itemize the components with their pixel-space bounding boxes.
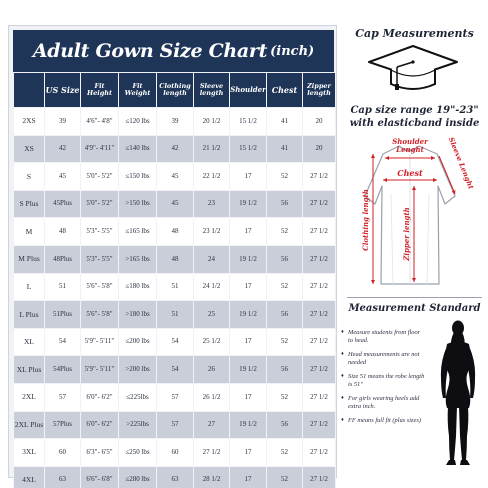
cell-us-size: 48 [45, 218, 80, 245]
cell-fit-height: 4'6"- 4'8" [81, 108, 118, 135]
chart-title-bar [13, 30, 334, 72]
cell-shoulder: 19 1/2 [230, 301, 266, 328]
cell-zipper-length: 27 1/2 [303, 218, 335, 245]
cell-fit-weight: ≤150 lbs [119, 163, 156, 190]
cell-fit-height: 6'3"- 6'5" [81, 439, 118, 466]
cell-clothing-length: 57 [157, 384, 193, 411]
zipper-length-label: Zipper length [402, 207, 411, 261]
cell-fit-height: 5'9"- 5'11" [81, 329, 118, 356]
cell-chest: 52 [267, 163, 302, 190]
table-header-row [14, 73, 335, 107]
cell-fit-weight: >180 lbs [119, 301, 156, 328]
cell-sleeve-length: 20 1/2 [194, 108, 229, 135]
cell-size-label: XS [14, 136, 44, 163]
cell-zipper-length: 20 [303, 136, 335, 163]
table-row [14, 301, 335, 328]
table-row [14, 163, 335, 190]
info-panel [341, 0, 488, 488]
cell-shoulder: 17 [230, 384, 266, 411]
cell-sleeve-length: 24 1/2 [194, 274, 229, 301]
cell-fit-height: 6'0"- 6'2" [81, 384, 118, 411]
cell-zipper-length: 27 1/2 [303, 191, 335, 218]
cell-us-size: 45 [45, 163, 80, 190]
cell-shoulder: 17 [230, 439, 266, 466]
chart-title-unit: (inch) [270, 43, 315, 59]
size-table [13, 72, 336, 488]
cell-fit-weight: ≤200 lbs [119, 329, 156, 356]
cell-sleeve-length: 23 1/2 [194, 218, 229, 245]
cell-chest: 52 [267, 439, 302, 466]
cell-fit-height: 5'6"- 5'8" [81, 301, 118, 328]
cap-range-line2: with elasticband inside [349, 118, 480, 129]
cell-us-size: 51Plus [45, 301, 80, 328]
cell-clothing-length: 42 [157, 136, 193, 163]
cell-fit-weight: ≤180 lbs [119, 274, 156, 301]
table-row [14, 356, 335, 383]
cell-sleeve-length: 26 1/2 [194, 384, 229, 411]
cell-zipper-length: 27 1/2 [303, 384, 335, 411]
cell-chest: 41 [267, 136, 302, 163]
cell-sleeve-length: 26 [194, 356, 229, 383]
cell-zipper-length: 20 [303, 108, 335, 135]
col-header-shoulder: Shoulder [230, 73, 266, 107]
note-item: ♦ Head measurements are not needed [341, 351, 425, 367]
cell-zipper-length: 27 1/2 [303, 163, 335, 190]
cell-us-size: 54 [45, 329, 80, 356]
cell-us-size: 63 [45, 467, 80, 488]
table-row [14, 467, 335, 488]
cap-size-note [341, 104, 488, 130]
cell-chest: 56 [267, 246, 302, 273]
cell-us-size: 60 [45, 439, 80, 466]
cell-size-label: S Plus [14, 191, 44, 218]
cell-sleeve-length: 24 [194, 246, 229, 273]
col-header-fit-weight: Fit Weight [119, 73, 156, 107]
cell-shoulder: 17 [230, 163, 266, 190]
cell-fit-height: 5'0"- 5'2" [81, 191, 118, 218]
cell-fit-height: 5'6"- 5'8" [81, 274, 118, 301]
table-row [14, 191, 335, 218]
table-row [14, 246, 335, 273]
cell-chest: 56 [267, 356, 302, 383]
cell-fit-height: 6'6"- 6'8" [81, 467, 118, 488]
cell-clothing-length: 63 [157, 467, 193, 488]
col-header-size [14, 73, 44, 107]
cell-chest: 52 [267, 467, 302, 488]
col-header-sleeve-length: Sleeve length [194, 73, 229, 107]
table-row [14, 329, 335, 356]
measurement-notes [341, 329, 425, 431]
cell-size-label: 2XL Plus [14, 412, 44, 439]
cell-sleeve-length: 22 1/2 [194, 163, 229, 190]
cell-zipper-length: 27 1/2 [303, 467, 335, 488]
cell-fit-weight: >200 lbs [119, 356, 156, 383]
table-row [14, 218, 335, 245]
cell-size-label: 2XL [14, 384, 44, 411]
cell-sleeve-length: 27 [194, 412, 229, 439]
cell-size-label: XL Plus [14, 356, 44, 383]
cell-chest: 52 [267, 384, 302, 411]
note-item: ♦ For girls wearing heels add extra inch. [341, 395, 425, 411]
col-header-zipper-length: Zipper length [303, 73, 335, 107]
note-item: ♦ Measure students from floor to head. [341, 329, 425, 345]
cell-fit-height: 5'3"- 5'5" [81, 218, 118, 245]
note-item: ♦ FF means full fit (plus sizes) [341, 417, 425, 425]
shoulder-label-2: Lenght [396, 145, 424, 154]
cell-size-label: 3XL [14, 439, 44, 466]
measurement-standard-heading: Measurement Standard [348, 303, 481, 314]
cell-chest: 41 [267, 108, 302, 135]
cell-clothing-length: 54 [157, 356, 193, 383]
cell-shoulder: 19 1/2 [230, 246, 266, 273]
cell-shoulder: 17 [230, 329, 266, 356]
cell-zipper-length: 27 1/2 [303, 301, 335, 328]
gown-diagram [351, 134, 481, 292]
cell-zipper-length: 27 1/2 [303, 439, 335, 466]
cell-us-size: 57 [45, 384, 80, 411]
cell-clothing-length: 45 [157, 163, 193, 190]
cell-clothing-length: 48 [157, 246, 193, 273]
cap-heading: Cap Measurements [355, 27, 474, 40]
cell-shoulder: 19 1/2 [230, 191, 266, 218]
shoulder-label: Shoulder [392, 137, 428, 146]
cell-chest: 52 [267, 274, 302, 301]
cell-fit-weight: >150 lbs [119, 191, 156, 218]
cell-clothing-length: 60 [157, 439, 193, 466]
cell-fit-weight: ≤280 lbs [119, 467, 156, 488]
sleeve-label: Sleeve Lenght [446, 135, 476, 191]
cell-shoulder: 17 [230, 218, 266, 245]
table-row [14, 136, 335, 163]
cell-chest: 52 [267, 329, 302, 356]
cell-chest: 56 [267, 191, 302, 218]
cell-clothing-length: 45 [157, 191, 193, 218]
col-header-chest: Chest [267, 73, 302, 107]
cell-size-label: XL [14, 329, 44, 356]
cell-us-size: 42 [45, 136, 80, 163]
table-row [14, 274, 335, 301]
cell-shoulder: 19 1/2 [230, 356, 266, 383]
cell-fit-height: 5'0"- 5'2" [81, 163, 118, 190]
cell-fit-weight: ≤250 lbs [119, 439, 156, 466]
cell-fit-weight: >225lbs [119, 412, 156, 439]
table-row [14, 412, 335, 439]
cell-size-label: L Plus [14, 301, 44, 328]
cell-sleeve-length: 27 1/2 [194, 439, 229, 466]
section-divider [347, 297, 482, 298]
cell-clothing-length: 51 [157, 301, 193, 328]
cell-us-size: 54Plus [45, 356, 80, 383]
graduation-cap-icon [367, 44, 459, 98]
cell-sleeve-length: 23 [194, 191, 229, 218]
cell-size-label: M [14, 218, 44, 245]
cell-clothing-length: 39 [157, 108, 193, 135]
cell-fit-weight: ≤140 lbs [119, 136, 156, 163]
cell-fit-weight: ≤120 lbs [119, 108, 156, 135]
female-silhouette [429, 318, 487, 468]
cell-us-size: 57Plus [45, 412, 80, 439]
col-header-fit-height: Fit Height [81, 73, 118, 107]
cell-sleeve-length: 25 [194, 301, 229, 328]
size-chart [8, 25, 337, 485]
cell-us-size: 48Plus [45, 246, 80, 273]
cell-sleeve-length: 21 1/2 [194, 136, 229, 163]
note-item: ♦ Size 51 means the robe length is 51" [341, 373, 425, 389]
col-header-us-size: US Size [45, 73, 80, 107]
cell-chest: 52 [267, 218, 302, 245]
cell-us-size: 51 [45, 274, 80, 301]
cell-shoulder: 19 1/2 [230, 412, 266, 439]
cell-shoulder: 17 [230, 274, 266, 301]
cell-clothing-length: 48 [157, 218, 193, 245]
cell-size-label: L [14, 274, 44, 301]
cell-zipper-length: 27 1/2 [303, 274, 335, 301]
cell-fit-height: 6'0"- 6'2" [81, 412, 118, 439]
cell-clothing-length: 57 [157, 412, 193, 439]
cell-zipper-length: 27 1/2 [303, 356, 335, 383]
cell-us-size: 45Plus [45, 191, 80, 218]
cell-fit-weight: >165 lbs [119, 246, 156, 273]
cell-size-label: S [14, 163, 44, 190]
cell-clothing-length: 51 [157, 274, 193, 301]
cap-range-line1: Cap size range 19"-23" [350, 105, 479, 116]
cell-clothing-length: 54 [157, 329, 193, 356]
cell-shoulder: 17 [230, 467, 266, 488]
cell-sleeve-length: 25 1/2 [194, 329, 229, 356]
cell-us-size: 39 [45, 108, 80, 135]
chart-title: Adult Gown Size Chart [32, 40, 268, 62]
cell-size-label: 4XL [14, 467, 44, 488]
cell-chest: 56 [267, 412, 302, 439]
cell-shoulder: 15 1/2 [230, 108, 266, 135]
cell-shoulder: 15 1/2 [230, 136, 266, 163]
cell-chest: 56 [267, 301, 302, 328]
col-header-clothing-length: Clothing length [157, 73, 193, 107]
chest-label: Chest [397, 168, 423, 178]
cell-sleeve-length: 28 1/2 [194, 467, 229, 488]
cell-fit-height: 5'9"- 5'11" [81, 356, 118, 383]
clothing-length-label: Clothing length [361, 189, 370, 251]
table-row [14, 108, 335, 135]
cell-size-label: 2XS [14, 108, 44, 135]
cell-fit-weight: ≤165 lbs [119, 218, 156, 245]
cell-size-label: M Plus [14, 246, 44, 273]
cell-fit-height: 5'3"- 5'5" [81, 246, 118, 273]
cell-zipper-length: 27 1/2 [303, 329, 335, 356]
table-row [14, 384, 335, 411]
cell-zipper-length: 27 1/2 [303, 412, 335, 439]
cell-zipper-length: 27 1/2 [303, 246, 335, 273]
table-row [14, 439, 335, 466]
cell-fit-height: 4'9"- 4'11" [81, 136, 118, 163]
cell-fit-weight: ≤225lbs [119, 384, 156, 411]
